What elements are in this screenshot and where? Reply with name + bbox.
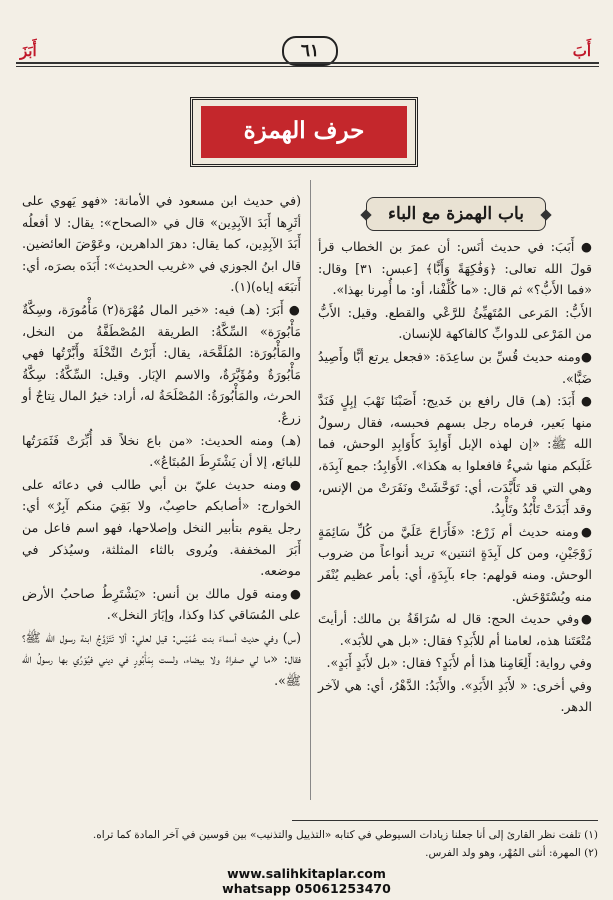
- paragraph: ●وفي حديث الحج: قال له سُرَاقَةُ بن مالك: أرأيتَ مُتْعَتَنا هذه، لعامنا أم للأَبَدِ؟ فقال: «بل هي للأبَد».: [318, 611, 592, 648]
- header-right-word: أَبَ: [572, 42, 591, 60]
- footnote-rule: [292, 820, 598, 821]
- section-title-frame: [190, 97, 418, 167]
- page-number: ٦١: [282, 36, 338, 66]
- paragraph: وفي أخرى: « لأَبَدِ الأَبَدِ». والأَبَدُ: الدَّهْرُ، أي: هي لآخر الدهر.: [318, 677, 592, 715]
- left-column: [22, 190, 301, 693]
- website-link[interactable]: www.salihkitaplar.com: [227, 866, 386, 881]
- section-title: حرف الهمزة: [201, 106, 407, 158]
- footnote: (٢) المهرة: أنثى المُهْر، وهو ولد الفرس.: [425, 847, 598, 859]
- footnote: (١) تلفت نظر القارئ إلى أنا جعلنا زيادات السيوطي في كتابه «التذييل والتذنيب» بين قوسين في آخر المادة كما تراه.: [92, 829, 598, 841]
- whatsapp-contact: whatsapp 05061253470: [222, 881, 391, 896]
- paragraph: ● أَبَدَ: (هـ) قال رافع بن خَديج: أَصَبْنَا نَهْبَ إبِلٍ فَنَدَّ منها بَعير، فرماه رجل بسهم فحبسه، فقال رسولُ الله ﷺ: «إن لهذه الإبل أَوَابِدَ كأَوَابِدِ الوحش، فما غَلَبكم منها شيءٌ فافعلوا به هكذا». الأَوَابِدُ: جمع آبِدَة، وهي التي قد تَأَبَّدَت، أي: تَوَحَّشَتْ ونَفَرَتْ من الإنس، وقد أَبَدَتْ تَأْبُدُ وتَأْبِدُ.: [318, 393, 592, 517]
- right-column: [318, 236, 592, 719]
- chapter-title: باب الهمزة مع الباء: [366, 197, 546, 231]
- watermark-footer: [0, 866, 613, 896]
- footnotes: [22, 826, 598, 862]
- paragraph: (هـ) ومنه الحديث: «من باع نخلاً قد أُبِّرَتْ فَثَمَرَتُها للبائع، إلا أن يَشْتَرِطَ المُبتَاعُ».: [22, 432, 301, 470]
- paragraph: ●ومنه حديث قُسِّ بن ساعِدَة: «فجعل يرتع أبًّا وأَصِيدُ ضَبًّا».: [318, 348, 592, 386]
- paragraph: (في حديث ابن مسعود في الأمانة: «فهو يَهوي على أثَرِها أَبَدَ الآبِدِين» قال في «الصحاح»: يقال: لا أفعلُه أَبَدَ الآبِدِين، كما يقال: دهرَ الداهرين، وعَوْضَ العائضين. قال ابنُ الجوزي في «غريب الحديث»: أَبَدَه بصرَه، أي: أَتبَعَه إياه)(١).: [22, 193, 301, 295]
- paragraph: وفي رواية: أَلِعَامِنا هذا أم لأَبَدٍ؟ فقال: «بل لأَبَدٍ أَبَدٍ».: [326, 655, 592, 671]
- header-left-word: أَبَزَ: [20, 42, 37, 60]
- header-rule: [16, 62, 599, 64]
- paragraph: ● أَبَبَ: في حديث أنَس: أن عمرَ بن الخطاب قرأ قولَ الله تعالى: ﴿وَفَٰكِهَةً وَأَبًّا﴾ [عبس: ٣١] وقال: «فما الأَبُّ؟» ثم قال: «ما كُلِّفْنا، أو: ما أُمِرنا بهذا».: [318, 239, 592, 298]
- column-divider: [310, 180, 311, 800]
- paragraph: ●ومنه حديث عليّ بن أبي طالب في دعائه على الخوارج: «أصابكم حاصِبٌ، ولا بَقِيَ منكم آبِرٌ» أي: رجل يقوم بتأبير النخل وإصلاحها، فهو اسم فاعل من أَبَرَ المخففة. ويُروى بالثاء المثلثة، وسيُذكر في موضعه.: [22, 476, 301, 579]
- header-rule-thin: [16, 66, 599, 67]
- paragraph: (س) وفي حديث أسماءَ بنت عُمَيْس: قيل لعلي: ألا تَتَزَوَّجُ ابنة رسول الله ﷺ؟ فقال: «ما لي صفراءُ ولا بيضاء، ولست بِمَأْبُورٍ في ديني فيُوَرِّي بها رسولُ الله ﷺ».: [22, 629, 301, 689]
- paragraph: الأَبُّ: المَرعى المُتَهيِّئُ للرَّعْي والقطع. وقيل: الأَبُّ من المَرْعى للدوابِّ كالفاكهة للإنسان.: [318, 304, 592, 342]
- paragraph: ●ومنه قول مالك بن أنس: «يَشْتَرِطُ صاحبُ الأرض على المُسَاقي كذا وكذا، وإبَارَ النخل».: [22, 585, 301, 623]
- paragraph: ●ومنه حديث أم زَرْع: «فَأَرَاحَ عَلَيَّ من كُلِّ سَائِمَةٍ زَوْجَيْنِ، ومن كل آبِدَةٍ اثنتين» تريد أنواعاً من ضروب الوحش. ومنه قولهم: جاء بآبِدَةٍ، أي: بأمر عظيم يُنْفَر منه ويُسْتَوْحَش.: [318, 523, 592, 604]
- paragraph: ● أَبَرَ: (هـ) فيه: «خير المال مُهْرَة(٢) مَأْمُورَة، وسِكَّةٌ مَأْبُورَة» السِّكَّةُ: الطريقة المُصْطَفَّةُ من النخل، والمَأْبُورَة: المُلَقَّحَة، يقال: أَبَرْتُ النَّخْلَةَ وأَبَّرْتُها فهي مَأْبُورَةٌ ومُؤَبَّرَةٌ، والاسم الإبَار. وقيل: السِّكَّةُ: سِكَّةُ الحرث، والمَأْبُورَةُ: المُصْلَحَةُ له، أراد: خيرُ المال نِتاجٌ أو زرعٌ.: [22, 301, 302, 425]
